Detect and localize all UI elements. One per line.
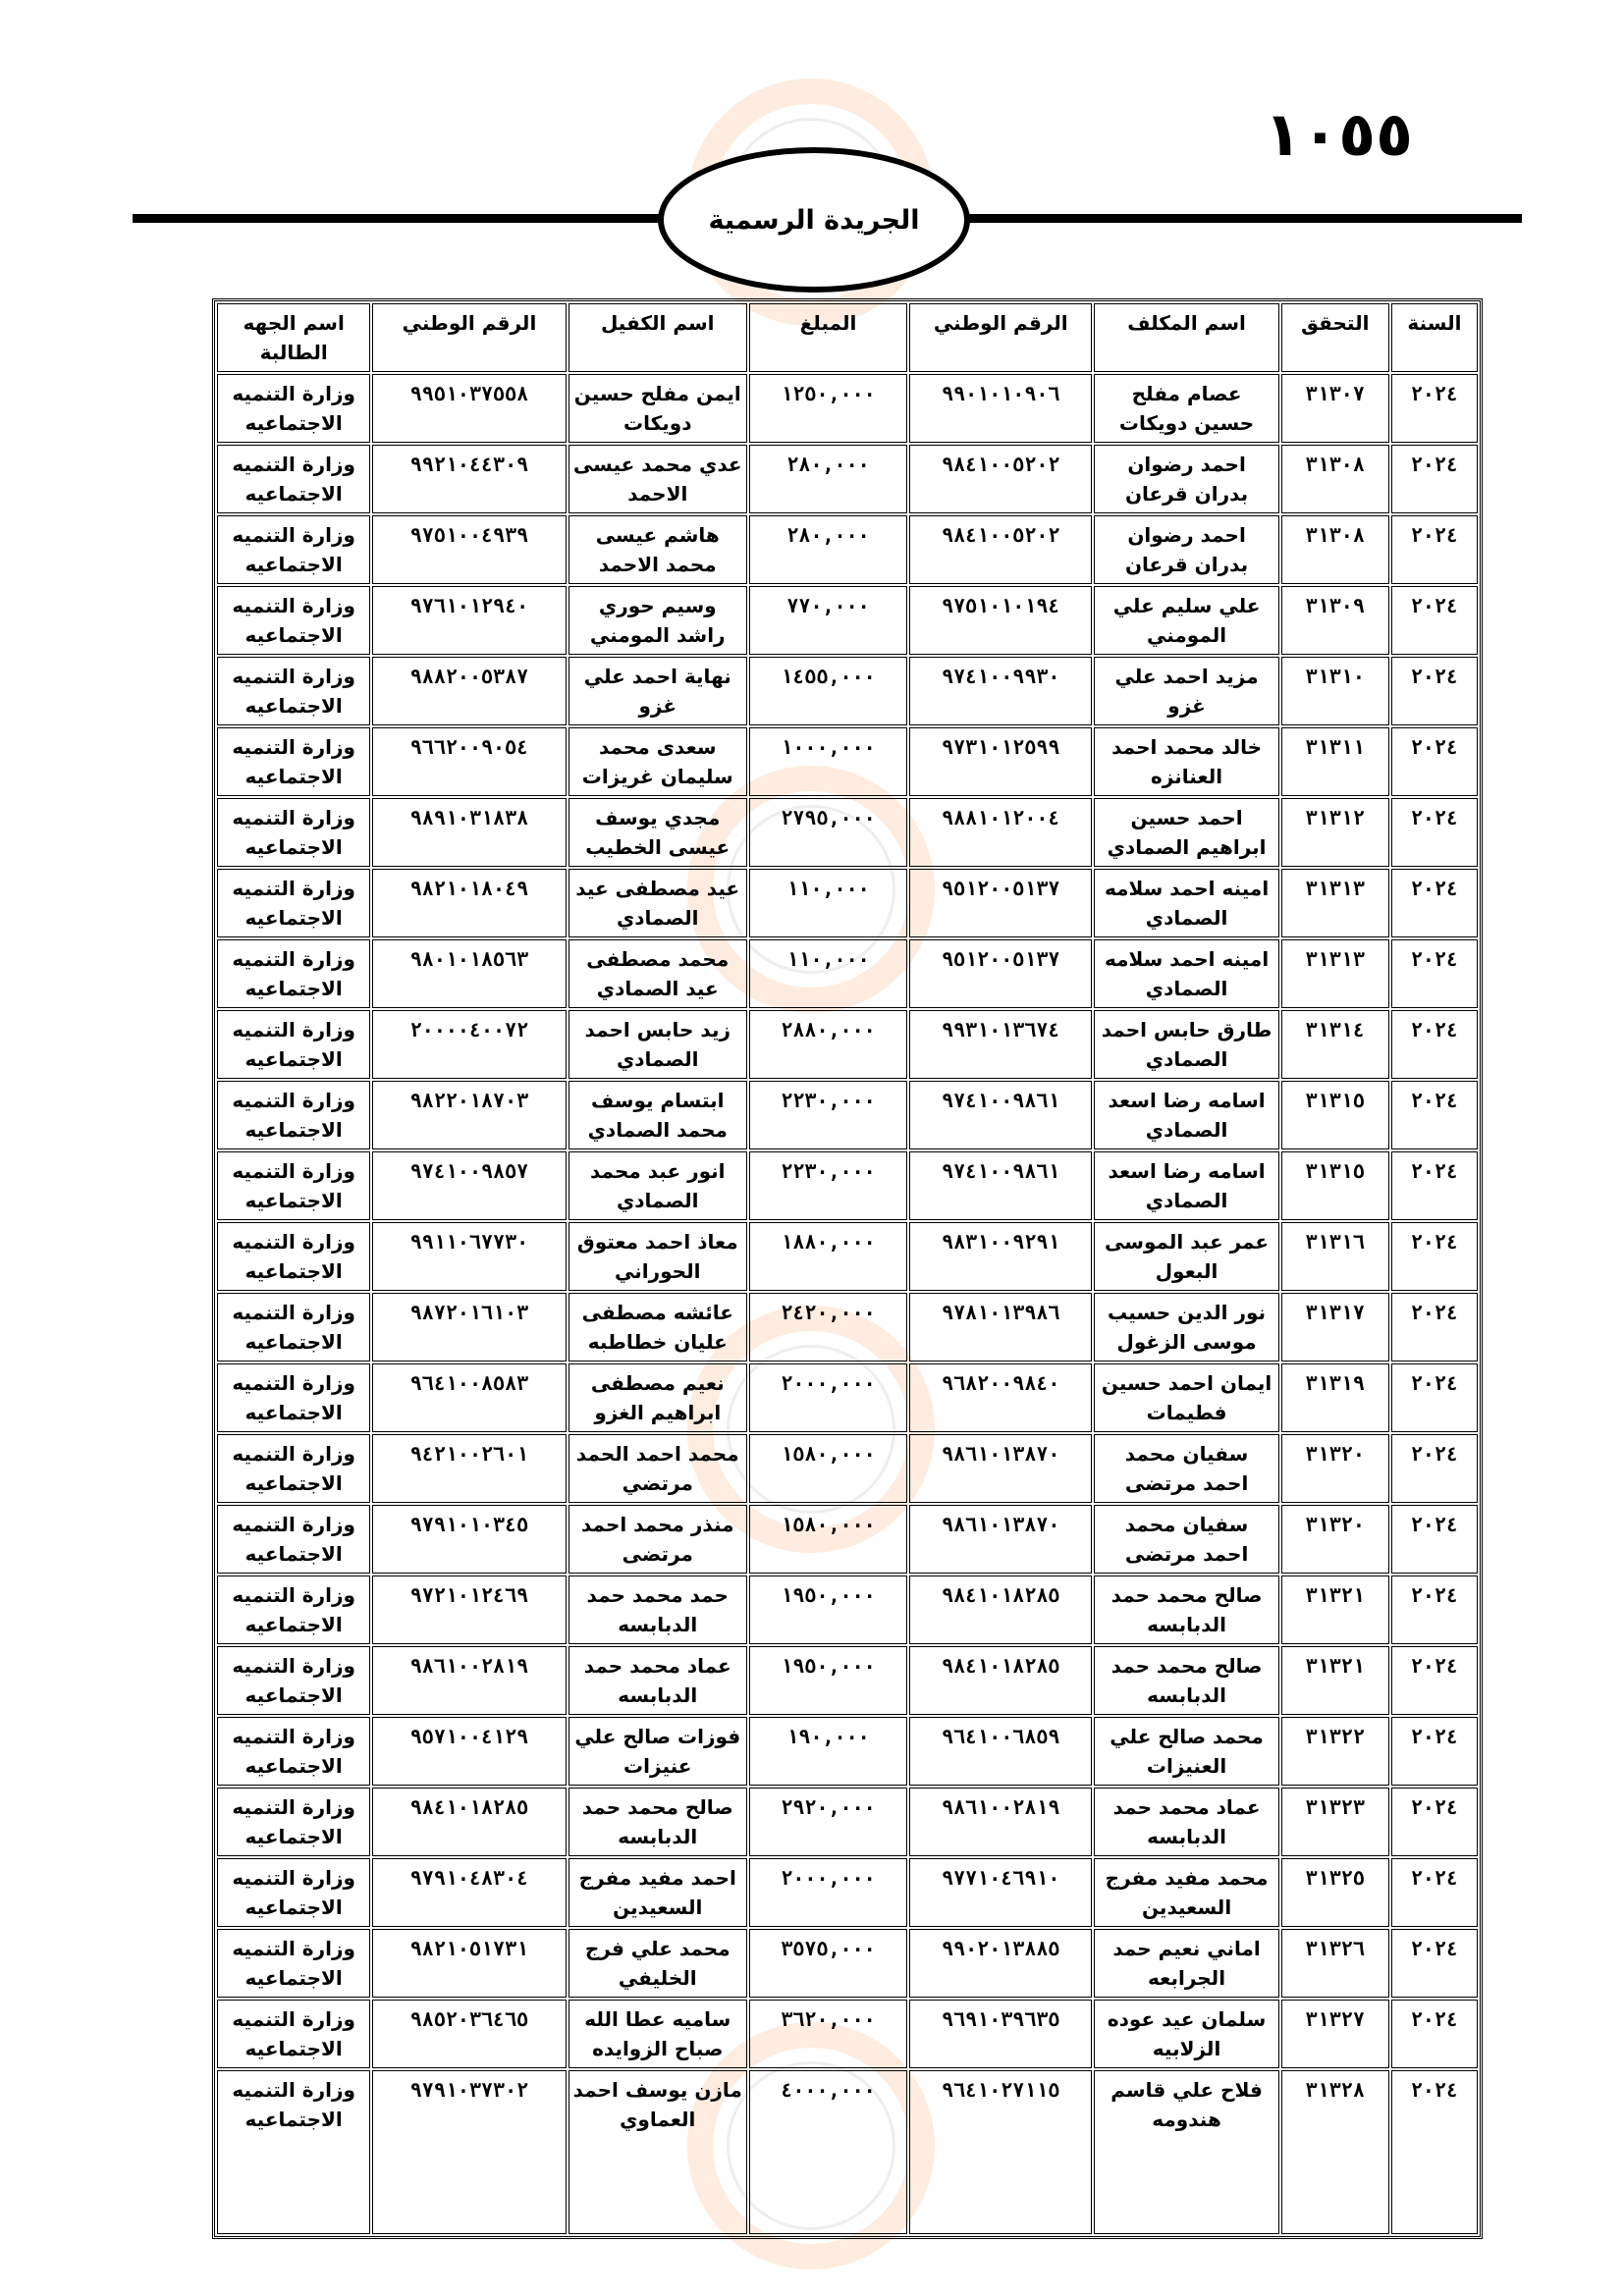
year-cell: ٢٠٢٤ <box>1391 374 1478 443</box>
ref-cell: ٣١٣١٢ <box>1281 798 1389 867</box>
agency-cell: وزارة التنميه الاجتماعيه <box>217 586 370 655</box>
col-header-ref: التحقق <box>1281 303 1389 372</box>
guarantor-cell: محمد احمد الحمد مرتضي <box>568 1434 747 1503</box>
name-cell: عصام مفلح حسين دويكات <box>1094 374 1278 443</box>
guarantor-cell: محمد علي فرج الخليفي <box>568 1929 747 1998</box>
year-cell: ٢٠٢٤ <box>1391 869 1478 937</box>
ref-cell: ٣١٣٢٨ <box>1281 2070 1389 2234</box>
agency-cell: وزارة التنميه الاجتماعيه <box>217 727 370 796</box>
year-cell: ٢٠٢٤ <box>1391 2070 1478 2234</box>
agency-cell: وزارة التنميه الاجتماعيه <box>217 1788 370 1856</box>
year-cell: ٢٠٢٤ <box>1391 798 1478 867</box>
table-row <box>217 1293 1478 1362</box>
ref-cell: ٣١٣١٥ <box>1281 1151 1389 1220</box>
ref-cell: ٣١٣١٠ <box>1281 657 1389 725</box>
agency-cell: وزارة التنميه الاجتماعيه <box>217 374 370 443</box>
amount-cell: ١٩٠,٠٠٠ <box>749 1717 907 1786</box>
ref-cell: ٣١٣٢٣ <box>1281 1788 1389 1856</box>
table-row <box>217 515 1478 584</box>
agency-cell: وزارة التنميه الاجتماعيه <box>217 2070 370 2234</box>
guarantor-id-cell: ٩٩١١٠٦٧٧٣٠ <box>372 1222 566 1291</box>
table-row <box>217 1929 1478 1998</box>
guarantor-id-cell: ٩٨٠١٠١٨٥٦٣ <box>372 939 566 1008</box>
agency-cell: وزارة التنميه الاجتماعيه <box>217 1505 370 1574</box>
guarantor-id-cell: ٩٩٢١٠٤٤٣٠٩ <box>372 445 566 513</box>
guarantor-id-cell: ٩٨٧٢٠١٦١٠٣ <box>372 1293 566 1362</box>
year-cell: ٢٠٢٤ <box>1391 727 1478 796</box>
year-cell: ٢٠٢٤ <box>1391 1363 1478 1432</box>
guarantor-id-cell: ٢٠٠٠٠٤٠٠٧٢ <box>372 1010 566 1079</box>
national-id-cell: ٩٥١٢٠٠٥١٣٧ <box>909 939 1092 1008</box>
name-cell: صالح محمد حمد الدبابسه <box>1094 1646 1278 1715</box>
col-header-guarantor-id: الرقم الوطني <box>372 303 566 372</box>
table-row <box>217 374 1478 443</box>
amount-cell: ٣٥٧٥,٠٠٠ <box>749 1929 907 1998</box>
guarantor-cell: ساميه عطا الله صباح الزوايده <box>568 2000 747 2068</box>
agency-cell: وزارة التنميه الاجتماعيه <box>217 1717 370 1786</box>
amount-cell: ٢٨٠,٠٠٠ <box>749 515 907 584</box>
ref-cell: ٣١٣١٤ <box>1281 1010 1389 1079</box>
name-cell: سفيان محمد احمد مرتضى <box>1094 1505 1278 1574</box>
col-header-amount: المبلغ <box>749 303 907 372</box>
national-id-cell: ٩٩٣١٠١٣٦٧٤ <box>909 1010 1092 1079</box>
table-row <box>217 798 1478 867</box>
year-cell: ٢٠٢٤ <box>1391 445 1478 513</box>
table-row <box>217 869 1478 937</box>
name-cell: امينه احمد سلامه الصمادي <box>1094 939 1278 1008</box>
national-id-cell: ٩٧٤١٠٠٩٩٣٠ <box>909 657 1092 725</box>
guarantor-cell: فوزات صالح علي عنيزات <box>568 1717 747 1786</box>
guarantor-id-cell: ٩٧٩١٠٣٧٣٠٢ <box>372 2070 566 2234</box>
guarantor-cell: عيد مصطفى عيد الصمادي <box>568 869 747 937</box>
guarantor-cell: انور عبد محمد الصمادي <box>568 1151 747 1220</box>
agency-cell: وزارة التنميه الاجتماعيه <box>217 2000 370 2068</box>
ref-cell: ٣١٣٠٨ <box>1281 445 1389 513</box>
guarantor-cell: عماد محمد حمد الدبابسه <box>568 1646 747 1715</box>
amount-cell: ٢٢٣٠,٠٠٠ <box>749 1081 907 1149</box>
ref-cell: ٣١٣٢٠ <box>1281 1505 1389 1574</box>
year-cell: ٢٠٢٤ <box>1391 939 1478 1008</box>
national-id-cell: ٩٥١٢٠٠٥١٣٧ <box>909 869 1092 937</box>
table-row <box>217 939 1478 1008</box>
table-row <box>217 445 1478 513</box>
amount-cell: ٢٨٠,٠٠٠ <box>749 445 907 513</box>
year-cell: ٢٠٢٤ <box>1391 1646 1478 1715</box>
name-cell: احمد حسين ابراهيم الصمادي <box>1094 798 1278 867</box>
amount-cell: ١٥٨٠,٠٠٠ <box>749 1434 907 1503</box>
name-cell: صالح محمد حمد الدبابسه <box>1094 1575 1278 1644</box>
guarantor-cell: مجدي يوسف عيسى الخطيب <box>568 798 747 867</box>
national-id-cell: ٩٦٨٢٠٠٩٨٤٠ <box>909 1363 1092 1432</box>
amount-cell: ٢٤٢٠,٠٠٠ <box>749 1293 907 1362</box>
name-cell: اسامه رضا اسعد الصمادي <box>1094 1081 1278 1149</box>
guarantor-cell: صالح محمد حمد الدبابسه <box>568 1788 747 1856</box>
year-cell: ٢٠٢٤ <box>1391 586 1478 655</box>
amount-cell: ٢٠٠٠,٠٠٠ <box>749 1858 907 1927</box>
year-cell: ٢٠٢٤ <box>1391 1505 1478 1574</box>
agency-cell: وزارة التنميه الاجتماعيه <box>217 1293 370 1362</box>
guarantor-id-cell: ٩٨٩١٠٣١٨٣٨ <box>372 798 566 867</box>
guarantor-id-cell: ٩٧٢١٠١٢٤٦٩ <box>372 1575 566 1644</box>
guarantor-id-cell: ٩٨٦١٠٠٢٨١٩ <box>372 1646 566 1715</box>
guarantor-id-cell: ٩٨٢١٠٥١٧٣١ <box>372 1929 566 1998</box>
name-cell: فلاح علي قاسم هندومه <box>1094 2070 1278 2234</box>
national-id-cell: ٩٦٤١٠٢٧١١٥ <box>909 2070 1092 2234</box>
ref-cell: ٣١٣٠٩ <box>1281 586 1389 655</box>
table-row <box>217 657 1478 725</box>
table-row <box>217 1788 1478 1856</box>
name-cell: سلمان عيد عوده الزلابيه <box>1094 2000 1278 2068</box>
ref-cell: ٣١٣٠٨ <box>1281 515 1389 584</box>
table-header-row <box>217 303 1478 372</box>
guarantor-cell: منذر محمد احمد مرتضى <box>568 1505 747 1574</box>
ref-cell: ٣١٣٠٧ <box>1281 374 1389 443</box>
amount-cell: ٢٠٠٠,٠٠٠ <box>749 1363 907 1432</box>
col-header-agency: اسم الجهه الطالبة <box>217 303 370 372</box>
national-id-cell: ٩٧٤١٠٠٩٨٦١ <box>909 1081 1092 1149</box>
amount-cell: ٣٦٢٠,٠٠٠ <box>749 2000 907 2068</box>
national-id-cell: ٩٨٨١٠١٢٠٠٤ <box>909 798 1092 867</box>
ref-cell: ٣١٣١٦ <box>1281 1222 1389 1291</box>
ref-cell: ٣١٣١٩ <box>1281 1363 1389 1432</box>
guarantor-id-cell: ٩٨٢١٠١٨٠٤٩ <box>372 869 566 937</box>
col-header-guarantor: اسم الكفيل <box>568 303 747 372</box>
amount-cell: ٢٨٨٠,٠٠٠ <box>749 1010 907 1079</box>
name-cell: محمد صالح علي العنيزات <box>1094 1717 1278 1786</box>
name-cell: ايمان احمد حسين فطيمات <box>1094 1363 1278 1432</box>
agency-cell: وزارة التنميه الاجتماعيه <box>217 1222 370 1291</box>
table-row <box>217 2000 1478 2068</box>
guarantor-cell: وسيم حوري راشد المومني <box>568 586 747 655</box>
amount-cell: ١٥٨٠,٠٠٠ <box>749 1505 907 1574</box>
guarantor-id-cell: ٩٨٢٢٠١٨٧٠٣ <box>372 1081 566 1149</box>
national-id-cell: ٩٩٠١٠١٠٩٠٦ <box>909 374 1092 443</box>
amount-cell: ٢٧٩٥,٠٠٠ <box>749 798 907 867</box>
amount-cell: ٤٠٠٠,٠٠٠ <box>749 2070 907 2234</box>
ref-cell: ٣١٣١١ <box>1281 727 1389 796</box>
name-cell: احمد رضوان بدران قرعان <box>1094 445 1278 513</box>
year-cell: ٢٠٢٤ <box>1391 515 1478 584</box>
ref-cell: ٣١٣١٣ <box>1281 869 1389 937</box>
guarantor-id-cell: ٩٦٦٢٠٠٩٠٥٤ <box>372 727 566 796</box>
name-cell: عمر عبد الموسى البعول <box>1094 1222 1278 1291</box>
guarantor-id-cell: ٩٨٤١٠١٨٢٨٥ <box>372 1788 566 1856</box>
year-cell: ٢٠٢٤ <box>1391 1717 1478 1786</box>
agency-cell: وزارة التنميه الاجتماعيه <box>217 1646 370 1715</box>
year-cell: ٢٠٢٤ <box>1391 1929 1478 1998</box>
ref-cell: ٣١٣١٥ <box>1281 1081 1389 1149</box>
amount-cell: ٢٩٢٠,٠٠٠ <box>749 1788 907 1856</box>
table-row <box>217 1363 1478 1432</box>
table-row <box>217 1222 1478 1291</box>
guarantor-cell: نهاية احمد علي غزو <box>568 657 747 725</box>
table-row <box>217 1434 1478 1503</box>
year-cell: ٢٠٢٤ <box>1391 1434 1478 1503</box>
page-number: ١٠٥٥ <box>1264 98 1413 170</box>
guarantor-id-cell: ٩٦٤١٠٠٨٥٨٣ <box>372 1363 566 1432</box>
guarantor-id-cell: ٩٧٩١٠٤٨٣٠٤ <box>372 1858 566 1927</box>
guarantor-cell: سعدى محمد سليمان غريزات <box>568 727 747 796</box>
ref-cell: ٣١٣٢٢ <box>1281 1717 1389 1786</box>
guarantor-id-cell: ٩٧٩١٠١٠٣٤٥ <box>372 1505 566 1574</box>
table-row <box>217 727 1478 796</box>
national-id-cell: ٩٨٤١٠١٨٢٨٥ <box>909 1575 1092 1644</box>
name-cell: محمد مفيد مفرج السعيدين <box>1094 1858 1278 1927</box>
ref-cell: ٣١٣٢١ <box>1281 1575 1389 1644</box>
name-cell: اماني نعيم حمد الجرابعه <box>1094 1929 1278 1998</box>
table-row <box>217 1858 1478 1927</box>
guarantor-cell: نعيم مصطفى ابراهيم الغزو <box>568 1363 747 1432</box>
agency-cell: وزارة التنميه الاجتماعيه <box>217 1434 370 1503</box>
ref-cell: ٣١٣٢٧ <box>1281 2000 1389 2068</box>
name-cell: اسامه رضا اسعد الصمادي <box>1094 1151 1278 1220</box>
ref-cell: ٣١٣٢٠ <box>1281 1434 1389 1503</box>
agency-cell: وزارة التنميه الاجتماعيه <box>217 1010 370 1079</box>
name-cell: مزيد احمد علي غزو <box>1094 657 1278 725</box>
guarantor-id-cell: ٩٤٢١٠٠٢٦٠١ <box>372 1434 566 1503</box>
year-cell: ٢٠٢٤ <box>1391 1858 1478 1927</box>
year-cell: ٢٠٢٤ <box>1391 1081 1478 1149</box>
col-header-national-id: الرقم الوطني <box>909 303 1092 372</box>
guarantor-cell: ايمن مفلح حسين دويكات <box>568 374 747 443</box>
table-row <box>217 1151 1478 1220</box>
year-cell: ٢٠٢٤ <box>1391 1575 1478 1644</box>
guarantor-cell: حمد محمد حمد الدبابسه <box>568 1575 747 1644</box>
header-emblem <box>658 147 970 293</box>
guarantor-id-cell: ٩٥٧١٠٠٤١٢٩ <box>372 1717 566 1786</box>
guarantor-id-cell: ٩٩٥١٠٣٧٥٥٨ <box>372 374 566 443</box>
national-id-cell: ٩٧٤١٠٠٩٨٦١ <box>909 1151 1092 1220</box>
guarantor-id-cell: ٩٧٤١٠٠٩٨٥٧ <box>372 1151 566 1220</box>
col-header-year: السنة <box>1391 303 1478 372</box>
national-id-cell: ٩٨٤١٠٠٥٢٠٢ <box>909 515 1092 584</box>
table-row <box>217 586 1478 655</box>
amount-cell: ١٩٥٠,٠٠٠ <box>749 1575 907 1644</box>
agency-cell: وزارة التنميه الاجتماعيه <box>217 1575 370 1644</box>
year-cell: ٢٠٢٤ <box>1391 1151 1478 1220</box>
national-id-cell: ٩٦٩١٠٣٩٦٣٥ <box>909 2000 1092 2068</box>
agency-cell: وزارة التنميه الاجتماعيه <box>217 1151 370 1220</box>
year-cell: ٢٠٢٤ <box>1391 1222 1478 1291</box>
amount-cell: ١١٠,٠٠٠ <box>749 939 907 1008</box>
agency-cell: وزارة التنميه الاجتماعيه <box>217 798 370 867</box>
guarantor-cell: احمد مفيد مفرج السعيدين <box>568 1858 747 1927</box>
name-cell: احمد رضوان بدران قرعان <box>1094 515 1278 584</box>
agency-cell: وزارة التنميه الاجتماعيه <box>217 1363 370 1432</box>
ref-cell: ٣١٣١٣ <box>1281 939 1389 1008</box>
name-cell: خالد محمد احمد العنانزه <box>1094 727 1278 796</box>
guarantor-id-cell: ٩٧٦١٠١٢٩٤٠ <box>372 586 566 655</box>
agency-cell: وزارة التنميه الاجتماعيه <box>217 445 370 513</box>
guarantor-cell: زيد حابس احمد الصمادي <box>568 1010 747 1079</box>
name-cell: نور الدين حسيب موسى الزغول <box>1094 1293 1278 1362</box>
records-table <box>212 298 1483 2239</box>
amount-cell: ١٨٨٠,٠٠٠ <box>749 1222 907 1291</box>
gazette-title: الجريدة الرسمية <box>708 204 920 236</box>
national-id-cell: ٩٨٤١٠١٨٢٨٥ <box>909 1646 1092 1715</box>
guarantor-cell: مازن يوسف احمد العماوي <box>568 2070 747 2234</box>
guarantor-id-cell: ٩٨٨٢٠٠٥٣٨٧ <box>372 657 566 725</box>
ref-cell: ٣١٣٢٦ <box>1281 1929 1389 1998</box>
table-row <box>217 2070 1478 2234</box>
national-id-cell: ٩٨٤١٠٠٥٢٠٢ <box>909 445 1092 513</box>
year-cell: ٢٠٢٤ <box>1391 1293 1478 1362</box>
guarantor-cell: عدي محمد عيسى الاحمد <box>568 445 747 513</box>
agency-cell: وزارة التنميه الاجتماعيه <box>217 869 370 937</box>
ref-cell: ٣١٣٢٥ <box>1281 1858 1389 1927</box>
amount-cell: ٢٢٣٠,٠٠٠ <box>749 1151 907 1220</box>
guarantor-cell: معاذ احمد معتوق الحوراني <box>568 1222 747 1291</box>
name-cell: عماد محمد حمد الدبابسه <box>1094 1788 1278 1856</box>
guarantor-id-cell: ٩٧٥١٠٠٤٩٣٩ <box>372 515 566 584</box>
agency-cell: وزارة التنميه الاجتماعيه <box>217 1929 370 1998</box>
agency-cell: وزارة التنميه الاجتماعيه <box>217 515 370 584</box>
amount-cell: ١٤٥٥,٠٠٠ <box>749 657 907 725</box>
national-id-cell: ٩٧٣١٠١٢٥٩٩ <box>909 727 1092 796</box>
national-id-cell: ٩٨٣١٠٠٩٢٩١ <box>909 1222 1092 1291</box>
name-cell: امينه احمد سلامه الصمادي <box>1094 869 1278 937</box>
table-row <box>217 1717 1478 1786</box>
national-id-cell: ٩٨٦١٠١٣٨٧٠ <box>909 1434 1092 1503</box>
agency-cell: وزارة التنميه الاجتماعيه <box>217 1081 370 1149</box>
amount-cell: ١٢٥٠,٠٠٠ <box>749 374 907 443</box>
year-cell: ٢٠٢٤ <box>1391 657 1478 725</box>
amount-cell: ١٠٠٠,٠٠٠ <box>749 727 907 796</box>
table-row <box>217 1575 1478 1644</box>
agency-cell: وزارة التنميه الاجتماعيه <box>217 657 370 725</box>
guarantor-id-cell: ٩٨٥٢٠٣٦٤٦٥ <box>372 2000 566 2068</box>
year-cell: ٢٠٢٤ <box>1391 1788 1478 1856</box>
national-id-cell: ٩٩٠٢٠١٣٨٨٥ <box>909 1929 1092 1998</box>
table-row <box>217 1646 1478 1715</box>
table-row <box>217 1505 1478 1574</box>
national-id-cell: ٩٦٤١٠٠٦٨٥٩ <box>909 1717 1092 1786</box>
guarantor-cell: ابتسام يوسف محمد الصمادي <box>568 1081 747 1149</box>
ref-cell: ٣١٣٢١ <box>1281 1646 1389 1715</box>
name-cell: طارق حابس احمد الصمادي <box>1094 1010 1278 1079</box>
agency-cell: وزارة التنميه الاجتماعيه <box>217 1858 370 1927</box>
amount-cell: ١٩٥٠,٠٠٠ <box>749 1646 907 1715</box>
amount-cell: ١١٠,٠٠٠ <box>749 869 907 937</box>
agency-cell: وزارة التنميه الاجتماعيه <box>217 939 370 1008</box>
guarantor-cell: عائشه مصطفى عليان خطاطبه <box>568 1293 747 1362</box>
col-header-name: اسم المكلف <box>1094 303 1278 372</box>
ref-cell: ٣١٣١٧ <box>1281 1293 1389 1362</box>
year-cell: ٢٠٢٤ <box>1391 1010 1478 1079</box>
national-id-cell: ٩٧٨١٠١٣٩٨٦ <box>909 1293 1092 1362</box>
guarantor-cell: هاشم عيسى محمد الاحمد <box>568 515 747 584</box>
name-cell: علي سليم علي المومني <box>1094 586 1278 655</box>
year-cell: ٢٠٢٤ <box>1391 2000 1478 2068</box>
table-row <box>217 1081 1478 1149</box>
table-row <box>217 1010 1478 1079</box>
national-id-cell: ٩٧٧١٠٤٦٩١٠ <box>909 1858 1092 1927</box>
guarantor-cell: محمد مصطفى عيد الصمادي <box>568 939 747 1008</box>
national-id-cell: ٩٨٦١٠٠٢٨١٩ <box>909 1788 1092 1856</box>
national-id-cell: ٩٧٥١٠١٠١٩٤ <box>909 586 1092 655</box>
name-cell: سفيان محمد احمد مرتضى <box>1094 1434 1278 1503</box>
amount-cell: ٧٧٠,٠٠٠ <box>749 586 907 655</box>
national-id-cell: ٩٨٦١٠١٣٨٧٠ <box>909 1505 1092 1574</box>
